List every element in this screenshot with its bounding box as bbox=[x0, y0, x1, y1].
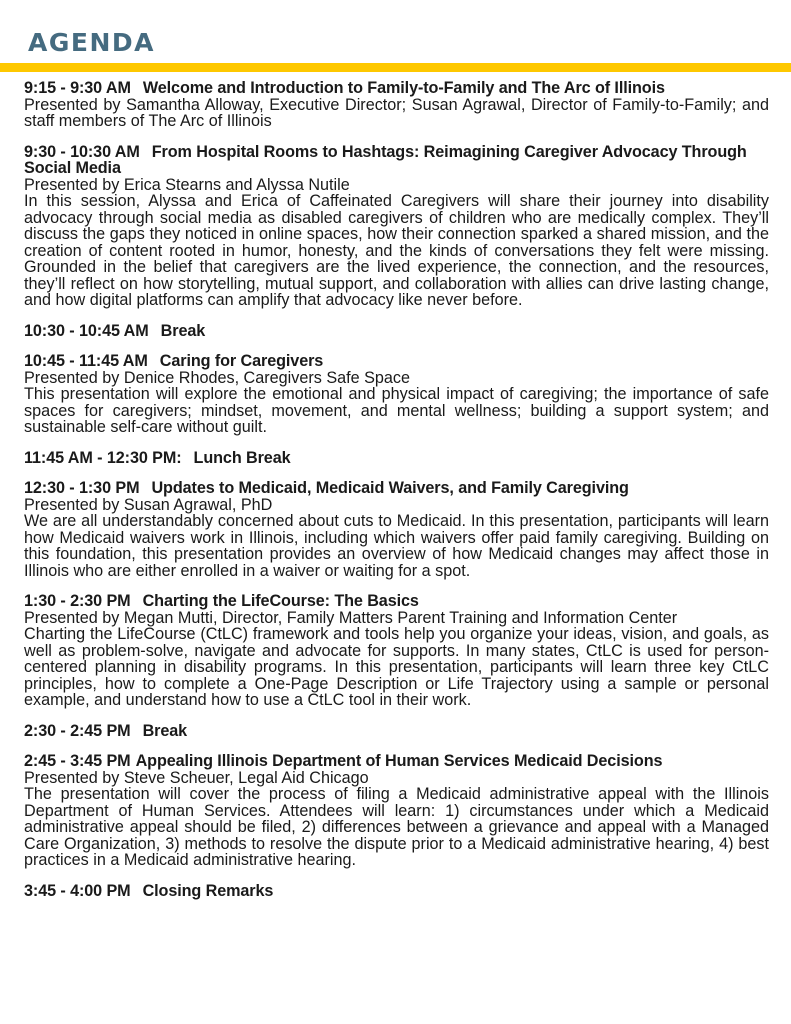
agenda-time: 10:45 - 11:45 AM bbox=[24, 352, 148, 370]
agenda-item bbox=[24, 450, 769, 467]
agenda-presenter: Presented by Samantha Alloway, Executive Director; Susan Agrawal, Director of Family-to-Family; and staff members of The Arc of Illinois bbox=[24, 95, 769, 130]
agenda-time: 9:15 - 9:30 AM bbox=[24, 79, 131, 97]
agenda-description: We are all understandably concerned about cuts to Medicaid. In this presentation, participants will learn how Medicaid waivers work in Illinois, including which waivers offer paid family caregiving. Building on this foundation, this presentation provides an overview of how Medicaid changes may affect those in Illinois who are either enrolled in a waiver or waiting for a spot. bbox=[24, 512, 769, 580]
agenda-title: Charting the LifeCourse: The Basics bbox=[142, 592, 419, 610]
agenda-presenter: Presented by Denice Rhodes, Caregivers Safe Space bbox=[24, 368, 411, 387]
agenda-item-heading bbox=[24, 723, 769, 740]
agenda-time: 12:30 - 1:30 PM bbox=[24, 479, 140, 497]
agenda-item bbox=[24, 144, 769, 309]
agenda-item-heading bbox=[24, 450, 769, 467]
agenda-item bbox=[24, 753, 769, 869]
agenda-item bbox=[24, 80, 769, 130]
agenda-item bbox=[24, 353, 769, 436]
accent-divider bbox=[0, 63, 791, 72]
agenda-item-heading bbox=[24, 883, 769, 900]
agenda-description: In this session, Alyssa and Erica of Caffeinated Caregivers will share their journey into disability advocacy through social media as disabled caregivers of children who are medically complex. They’ll discuss the gaps they noticed in online spaces, how their connection sparked a shared mission, and the creation of content rooted in humor, honesty, and the kinds of conversations they felt were missing. Grounded in the belief that caregivers are the lived experience, the connection, and the resources, they’ll reflect on how storytelling, mutual support, and collaboration with allies can drive lasting change, and how digital platforms can amplify that advocacy like never before. bbox=[24, 192, 769, 309]
agenda-time: 2:30 - 2:45 PM bbox=[24, 721, 131, 740]
agenda-item-heading bbox=[24, 480, 769, 497]
agenda-title: Closing Remarks bbox=[142, 881, 274, 900]
agenda-item-heading bbox=[24, 144, 769, 177]
agenda-description: The presentation will cover the process of filing a Medicaid administrative appeal with the Illinois Department of Human Services. Attendees will learn: 1) circumstances under which a Medicaid administrative appeal should be filed, 2) differences between a grievance and appeal with a Managed Care Organization, 3) methods to resolve the dispute prior to a Medicaid administrative hearing, 4) best practices in a Medicaid administrative hearing. bbox=[24, 785, 769, 869]
agenda-item-heading bbox=[24, 353, 769, 370]
agenda-presenter: Presented by Erica Stearns and Alyssa Nutile bbox=[24, 175, 350, 194]
agenda-item bbox=[24, 723, 769, 740]
agenda-presenter: Presented by Steve Scheuer, Legal Aid Chicago bbox=[24, 768, 369, 787]
agenda-title: Welcome and Introduction to Family-to-Family and The Arc of Illinois bbox=[142, 79, 665, 97]
agenda-item bbox=[24, 593, 769, 709]
agenda-title: Caring for Caregivers bbox=[159, 352, 324, 370]
agenda-item-heading bbox=[24, 323, 769, 340]
agenda-title: From Hospital Rooms to Hashtags: Reimagining Caregiver Advocacy Through Social Media bbox=[24, 142, 747, 177]
agenda-title: Break bbox=[160, 321, 206, 340]
agenda-item-heading bbox=[24, 753, 769, 770]
agenda-presenter: Presented by Susan Agrawal, PhD bbox=[24, 495, 273, 514]
agenda-item-heading bbox=[24, 80, 769, 97]
agenda-presenter: Presented by Megan Mutti, Director, Family Matters Parent Training and Information Center bbox=[24, 608, 678, 627]
agenda-time: 1:30 - 2:30 PM bbox=[24, 592, 131, 610]
agenda-item bbox=[24, 480, 769, 579]
agenda-time: 9:30 - 10:30 AM bbox=[24, 142, 140, 161]
agenda-title: Break bbox=[142, 721, 188, 740]
agenda-time: 2:45 - 3:45 PM bbox=[24, 752, 131, 770]
agenda-item-heading bbox=[24, 593, 769, 610]
agenda-time: 10:30 - 10:45 AM bbox=[24, 321, 149, 340]
agenda-title: Updates to Medicaid, Medicaid Waivers, and Family Caregiving bbox=[151, 479, 629, 497]
page-title: AGENDA bbox=[28, 28, 155, 57]
agenda-description: Charting the LifeCourse (CtLC) framework and tools help you organize your ideas, vision, and goals, as well as problem-solve, navigate and advocate for supports. In many states, CtLC is used for person-centered planning in disability programs. In this presentation, participants will learn three key CtLC principles, how to complete a One-Page Description or Life Trajectory using a sample or personal example, and understand how to use a CtLC tool in their work. bbox=[24, 625, 769, 709]
agenda-time: 11:45 AM - 12:30 PM: bbox=[24, 448, 182, 467]
agenda-time: 3:45 - 4:00 PM bbox=[24, 881, 131, 900]
agenda-item bbox=[24, 883, 769, 900]
agenda-item bbox=[24, 323, 769, 340]
agenda-description: This presentation will explore the emotional and physical impact of caregiving; the importance of safe spaces for caregivers; mindset, movement, and mental wellness; building a support system; and sustainable self-care without guilt. bbox=[24, 385, 769, 436]
agenda-title: Lunch Break bbox=[193, 448, 291, 467]
agenda-list bbox=[24, 80, 769, 913]
agenda-title: Appealing Illinois Department of Human Services Medicaid Decisions bbox=[135, 752, 663, 770]
